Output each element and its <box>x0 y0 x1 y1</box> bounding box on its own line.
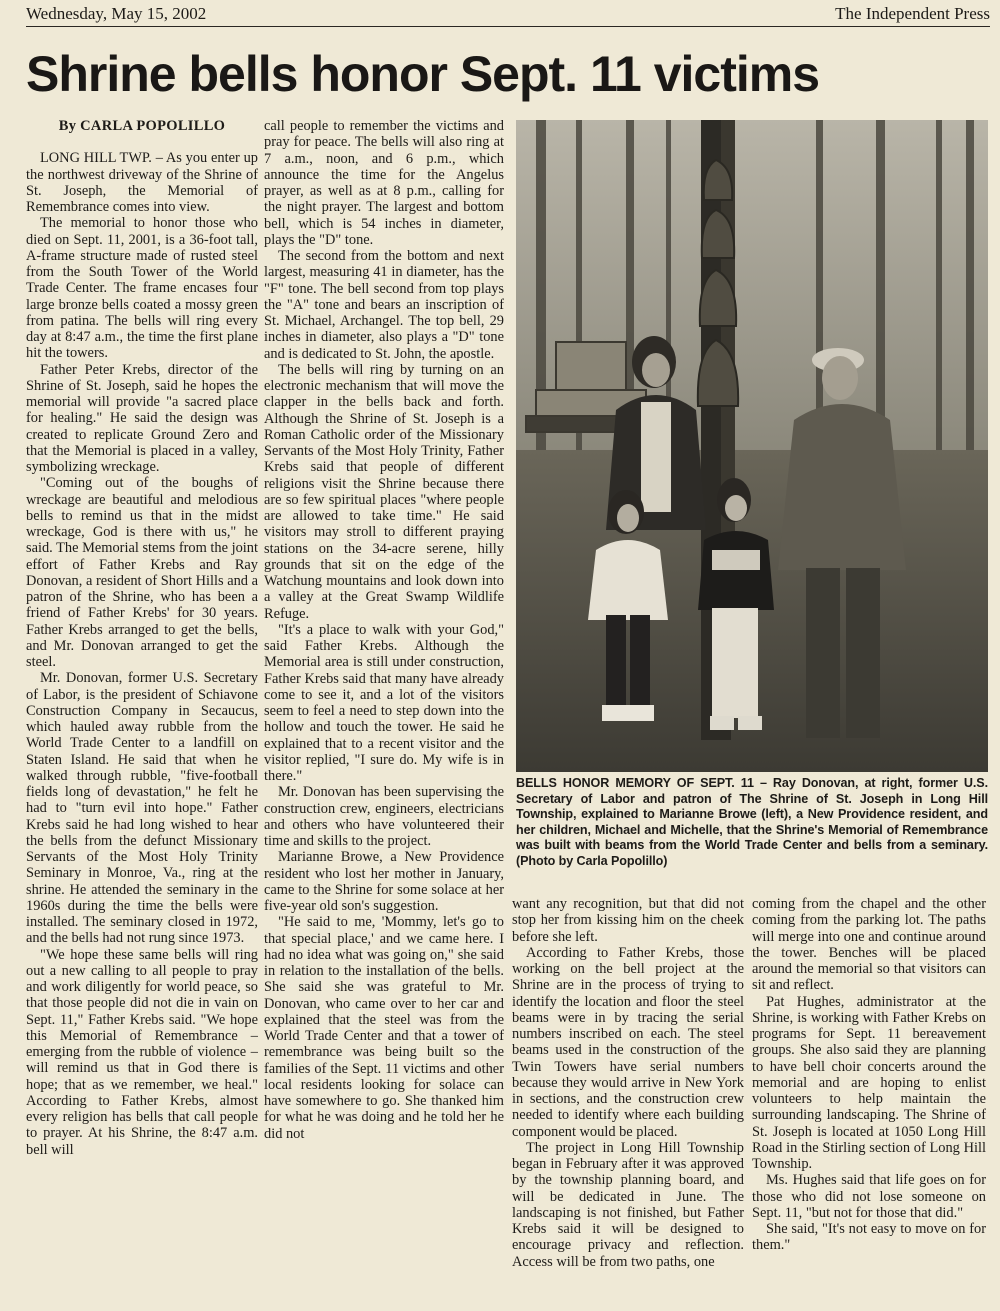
paragraph: call people to remember the victims and pray for peace. The bells will also ring at 7 a.m., noon, and 6 p.m., which announce the time for the Angelus prayer, as well as at 8 p.m., calling for the night prayer. The largest and bottom bell, which is 54 inches in diameter, plays the "D" tone. <box>264 118 504 248</box>
memorial-photo <box>516 120 988 772</box>
photo-caption: BELLS HONOR MEMORY OF SEPT. 11 – Ray Donovan, at right, former U.S. Secretary of Labor and patron of The Shrine of St. Joseph in Long Hill Township, explained to Marianne Browe (left), a New Providence resident, and her children, Michael and Michelle, that the Shrine's Memorial of Remembrance was built with beams from the World Trade Center and bells from a seminary. (Photo by Carla Popolillo) <box>516 776 988 868</box>
paragraph: Father Peter Krebs, director of the Shrine of St. Joseph, said he hopes the memorial will provide "a sacred place for healing." He said the design was created to replicate Ground Zero and that the Memorial is placed in a valley, symbolizing wreckage. <box>26 361 258 475</box>
paragraph: coming from the chapel and the other coming from the parking lot. The paths will merge into one and continue around the tower. Benches will be placed around the memorial so that visitors can sit and reflect. <box>752 896 986 994</box>
article-headline: Shrine bells honor Sept. 11 victims <box>26 46 820 102</box>
paragraph: The bells will ring by turning on an electronic mechanism that will move the clapper in the bells back and forth. Although the Shrine of St. Joseph is a Roman Catholic order of the Missionary Servants of the Most Holy Trinity, Father Krebs said that people of different religions visit the Shrine because there are so few spiritual places "where people are allowed to take time." He said visitors may stroll to different praying stations on the 34-acre serene, hilly grounds that sit on the edge of the Watchung mountains and look down into a valley at the Great Swamp Wildlife Refuge. <box>264 361 504 622</box>
paragraph: The memorial to honor those who died on Sept. 11, 2001, is a 36-foot tall, A-frame structure made of rusted steel from the South Tower of the World Trade Center. The frame encases four large bronze bells coated a mossy green from patina. The bells will ring every day at 8:47 a.m., the time the first plane hit the towers. <box>26 215 258 362</box>
paragraph: She said, "It's not easy to move on for them." <box>752 1221 986 1254</box>
paragraph: Ms. Hughes said that life goes on for those who did not lose someone on Sept. 11, "but not for those that did." <box>752 1172 986 1221</box>
article-column-1 <box>26 118 258 1308</box>
byline: By CARLA POPOLILLO <box>58 118 226 134</box>
paragraph: "Coming out of the boughs of wreckage are beautiful and melodious bells to remind us that in the midst wreckage, God is there with us," he said. The Memorial stems from the joint effort of Father Krebs and Ray Donovan, a resident of Short Hills and a patron of the Shrine, who has been a friend of Father Krebs' for 30 years. Father Krebs arranged to get the bells, and Mr. Donovan arranged to get the steel. <box>26 475 258 670</box>
paragraph: Mr. Donovan has been supervising the construction crew, engineers, electricians and others who have volunteered their time and skills to the project. <box>264 784 504 849</box>
paragraph: The second from the bottom and next largest, measuring 41 in diameter, has the "F" tone. The bell second from top plays the "A" tone and bears an inscription of St. Michael, Archangel. The top bell, 29 inches in diameter, also plays a "D" tone and is dedicated to St. John, the apostle. <box>264 248 504 362</box>
paragraph: "It's a place to walk with your God," said Father Krebs. Although the Memorial area is still under construction, Father Krebs said that many have already come to see it, and a lot of the visitors seem to feel a need to step down into the hollow and touch the tower. He said he explained that to a recent visitor and the visitor replied, "I sure do. My wife is in there." <box>264 621 504 784</box>
paragraph: The project in Long Hill Township began in February after it was approved by the township planning board, and will be dedicated in June. The landscaping is not finished, but Father Krebs said it will be designed to encourage privacy and reflection. Access will be from two paths, one <box>512 1139 744 1270</box>
paragraph: Mr. Donovan, former U.S. Secretary of Labor, is the president of Schiavone Construction Company in Secaucus, which hauled away rubble from the World Trade Center to a landfill on Staten Island. He said that when he walked through rubble, "five-football fields long of devastation," he felt he had to "turn evil into hope." Father Krebs said he had long wished to hear the bells from the defunct Missionary Servants of the Most Holy Trinity Seminary in Monroe, Va., ring at the shrine. He attended the seminary in the 1960s during the time the bells were installed. The seminary closed in 1972, and the bells had not rung since 1973. <box>26 670 258 947</box>
paragraph: LONG HILL TWP. – As you enter up the northwest driveway of the Shrine of St. Joseph, the Memorial of Remembrance comes into view. <box>26 150 258 215</box>
paragraph: Pat Hughes, administrator at the Shrine, is working with Father Krebs on programs for Sept. 11 bereavement groups. She also said they are planning to have bell choir concerts around the memorial and are hoping to enlist volunteers to help maintain the surrounding landscaping. The Shrine of St. Joseph is located at 1050 Long Hill Road in the Stirling section of Long Hill Township. <box>752 993 986 1172</box>
article-column-2 <box>264 118 504 1308</box>
paragraph: want any recognition, but that did not stop her from kissing him on the cheek before she left. <box>512 896 744 945</box>
article-column-4 <box>752 896 986 1308</box>
page-header <box>26 4 990 27</box>
paragraph: Marianne Browe, a New Providence resident who lost her mother in January, came to the Shrine for some solace at her five-year old son's suggestion. <box>264 849 504 914</box>
article-column-3 <box>512 896 744 1308</box>
paragraph: "He said to me, 'Mommy, let's go to that special place,' and we came here. I had no idea what was going on," she said in relation to the installation of the bells. She said she was grateful to Mr. Donovan, who came over to her car and explained that the steel was from the World Trade Center and that a tower of remembrance was being built so the families of the Sept. 11 victims and other local residents looking for solace can have somewhere to go. She thanked him for what he was doing and he told her he did not <box>264 914 504 1142</box>
paragraph: "We hope these same bells will ring out a new calling to all people to pray and work diligently for world peace, so that those people did not die in vain on Sept. 11," Father Krebs said. "We hope this Memorial of Remembrance – emerging from the rubble of violence – will remind us that in God there is hope; that as we remember, we heal." According to Father Krebs, almost every religion has bells that call people to prayer. At his Shrine, the 8:47 a.m. bell will <box>26 946 258 1158</box>
newspaper-name: The Independent Press <box>835 4 990 23</box>
column-1-body <box>26 150 258 1158</box>
paragraph: According to Father Krebs, those working on the bell project at the Shrine are in the process of trying to identify the location and floor the steel beams were in by tracing the serial numbers inscribed on each. The steel beams used in the construction of the Twin Towers have serial numbers because they would arrive in New York in sections, and the construction crew needed to identify where each building component would be placed. <box>512 944 744 1140</box>
issue-date: Wednesday, May 15, 2002 <box>26 4 207 23</box>
